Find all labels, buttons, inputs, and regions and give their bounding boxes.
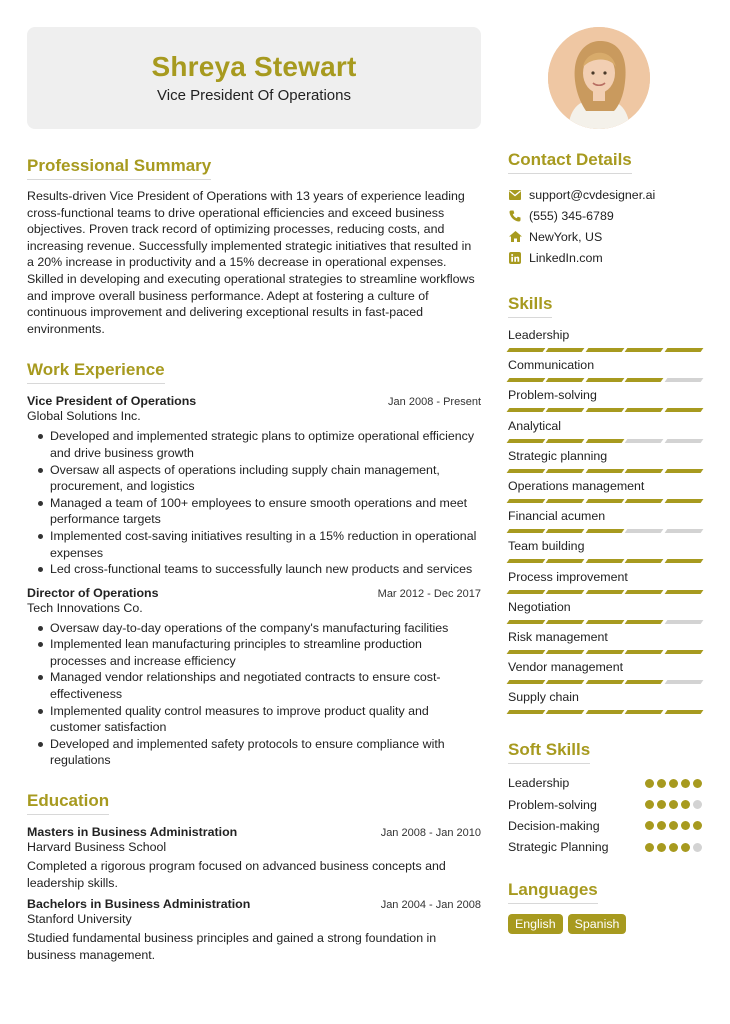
skill-level-segment (507, 408, 546, 412)
skill-level-bar (508, 408, 702, 412)
rating-dot (669, 843, 678, 852)
skill-level-segment (625, 680, 664, 684)
education-description: Studied fundamental business principles and gained a strong foundation in business management. (27, 931, 437, 962)
skill-name: Problem-solving (508, 388, 597, 403)
skill-level-segment (585, 439, 624, 443)
skill-level-segment (546, 348, 585, 352)
skill-level-segment (664, 378, 703, 382)
resume-header (27, 27, 481, 129)
job-bullet: Implemented quality control measures to improve product quality and customer satisfaction (37, 703, 481, 736)
job-bullet: Implemented lean manufacturing principles to streamline production processes and increase efficiency (37, 636, 481, 669)
skill-item (508, 326, 702, 356)
skill-level-segment (585, 348, 624, 352)
skill-level-segment (507, 620, 546, 624)
skill-level-bar (508, 348, 702, 352)
job-bullet: Developed and implemented strategic plans to optimize operational efficiency and drive business growth (37, 428, 481, 461)
soft-skill-name: Problem-solving (508, 797, 597, 812)
soft-skill-item (508, 794, 702, 815)
skill-level-segment (585, 710, 624, 714)
skill-level-bar (508, 529, 702, 533)
skill-name: Process improvement (508, 569, 628, 584)
job-company: Global Solutions Inc. (27, 409, 141, 424)
rating-dot (693, 779, 702, 788)
job-company: Tech Innovations Co. (27, 600, 143, 615)
job-bullet: Managed vendor relationships and negotiated contracts to ensure cost-effectiveness (37, 669, 481, 702)
rating-dot (681, 800, 690, 809)
skill-level-segment (625, 620, 664, 624)
skill-level-segment (546, 529, 585, 533)
languages-heading: Languages (508, 880, 598, 904)
skill-level-segment (585, 620, 624, 624)
skill-name: Leadership (508, 328, 570, 342)
skill-level-bar (508, 499, 702, 503)
skill-level-segment (546, 650, 585, 654)
languages-list (508, 914, 702, 934)
education-date: Jan 2004 - Jan 2008 (380, 899, 481, 912)
degree: Bachelors in Business Administration (27, 897, 251, 912)
education-heading: Education (27, 791, 109, 815)
phone-icon (508, 209, 522, 223)
soft-skill-name: Decision-making (508, 818, 600, 833)
envelope-icon (508, 188, 522, 202)
skill-level-segment (507, 559, 546, 563)
skill-level-segment (546, 378, 585, 382)
rating-dot (681, 779, 690, 788)
skill-level-segment (664, 620, 703, 624)
school: Harvard Business School (27, 840, 167, 855)
skill-item (508, 447, 702, 477)
skill-level-segment (507, 439, 546, 443)
contact-phone[interactable] (508, 205, 702, 226)
rating-dot (669, 779, 678, 788)
skill-item (508, 658, 702, 688)
soft-skill-rating (645, 843, 702, 852)
skill-level-segment (585, 529, 624, 533)
skill-name: Vendor management (508, 660, 624, 675)
soft-skills-list (508, 772, 702, 858)
skill-level-segment (546, 559, 585, 563)
skill-level-segment (507, 650, 546, 654)
soft-skill-rating (645, 800, 702, 809)
skill-level-segment (585, 590, 624, 594)
contact-linkedin-text: LinkedIn.com (529, 250, 603, 265)
skill-item (508, 477, 702, 507)
skill-item (508, 417, 702, 447)
contact-linkedin[interactable] (508, 247, 702, 268)
home-icon (508, 230, 522, 244)
skill-level-segment (664, 408, 703, 412)
profile-photo (548, 27, 650, 129)
education-entry (27, 897, 481, 963)
job-bullet: Oversaw all aspects of operations including supply chain management, procurement, and logistics (37, 462, 481, 495)
skill-level-bar (508, 710, 702, 714)
contact-email[interactable] (508, 184, 702, 205)
degree: Masters in Business Administration (27, 825, 238, 840)
skill-level-segment (664, 710, 703, 714)
skill-item (508, 598, 702, 628)
job-bullet: Managed a team of 100+ employees to ensure smooth operations and meet performance targets (37, 495, 481, 528)
job-title: Director of Operations (27, 585, 159, 600)
skill-level-segment (546, 620, 585, 624)
skill-level-segment (585, 680, 624, 684)
skill-name: Risk management (508, 629, 608, 644)
rating-dot (657, 821, 666, 830)
rating-dot (693, 800, 702, 809)
skill-level-segment (625, 499, 664, 503)
contact-email-text: support@cvdesigner.ai (529, 187, 656, 202)
skill-item (508, 386, 702, 416)
skill-level-segment (664, 469, 703, 473)
skill-name: Team building (508, 539, 585, 554)
skill-level-segment (507, 499, 546, 503)
skill-item (508, 688, 702, 718)
contact-heading: Contact Details (508, 150, 632, 174)
soft-skill-rating (645, 821, 702, 830)
skill-name: Financial acumen (508, 509, 606, 524)
skill-name: Analytical (508, 418, 562, 433)
rating-dot (669, 800, 678, 809)
skill-item (508, 537, 702, 567)
skill-name: Communication (508, 358, 595, 373)
job-bullet: Oversaw day-to-day operations of the company's manufacturing facilities (37, 620, 481, 637)
skill-level-segment (625, 590, 664, 594)
skill-level-segment (625, 378, 664, 382)
skill-level-segment (664, 650, 703, 654)
skill-level-segment (664, 348, 703, 352)
skill-level-segment (625, 348, 664, 352)
rating-dot (693, 821, 702, 830)
skill-level-segment (546, 710, 585, 714)
skill-level-segment (585, 378, 624, 382)
skill-level-segment (585, 499, 624, 503)
rating-dot (657, 843, 666, 852)
skill-level-segment (507, 378, 546, 382)
job-bullet: Led cross-functional teams to successfully launch new products and services (37, 561, 481, 578)
skill-level-segment (664, 529, 703, 533)
skill-level-segment (546, 408, 585, 412)
skill-level-bar (508, 559, 702, 563)
soft-skill-item (508, 837, 702, 858)
language-badge: Spanish (568, 914, 627, 934)
summary-heading: Professional Summary (27, 156, 211, 180)
job-bullet: Implemented cost-saving initiatives resulting in a 15% reduction in operational expenses (37, 528, 481, 561)
job-date: Jan 2008 - Present (388, 396, 481, 409)
job-entry (27, 394, 481, 577)
skill-level-segment (546, 680, 585, 684)
skill-level-bar (508, 378, 702, 382)
skill-name: Negotiation (508, 599, 571, 614)
skills-heading: Skills (508, 294, 552, 318)
sidebar-column (508, 150, 702, 934)
skill-level-segment (625, 710, 664, 714)
rating-dot (645, 800, 654, 809)
rating-dot (645, 821, 654, 830)
skill-level-segment (507, 710, 546, 714)
skill-level-segment (664, 680, 703, 684)
rating-dot (669, 821, 678, 830)
contact-location-text: NewYork, US (529, 229, 603, 244)
skills-list (508, 326, 702, 718)
soft-skills-heading: Soft Skills (508, 740, 590, 764)
job-date: Mar 2012 - Dec 2017 (377, 587, 481, 600)
skill-level-segment (625, 559, 664, 563)
rating-dot (657, 779, 666, 788)
linkedin-icon (508, 251, 522, 265)
main-column (27, 156, 481, 963)
skill-level-segment (507, 680, 546, 684)
rating-dot (693, 843, 702, 852)
skill-item (508, 507, 702, 537)
skill-level-segment (507, 469, 546, 473)
skill-level-bar (508, 439, 702, 443)
skill-level-segment (664, 499, 703, 503)
job-bullet: Developed and implemented safety protocols to ensure compliance with regulations (37, 736, 481, 769)
education-entry (27, 825, 481, 891)
contact-location (508, 226, 702, 247)
skill-level-segment (664, 559, 703, 563)
job-bullets (27, 428, 481, 577)
rating-dot (681, 843, 690, 852)
skill-level-segment (625, 408, 664, 412)
soft-skill-name: Strategic Planning (508, 840, 609, 855)
school: Stanford University (27, 912, 132, 927)
soft-skill-name: Leadership (508, 776, 570, 791)
skill-level-segment (507, 590, 546, 594)
skill-item (508, 628, 702, 658)
skill-level-segment (507, 529, 546, 533)
language-badge: English (508, 914, 563, 934)
skill-name: Operations management (508, 478, 645, 493)
skill-level-segment (625, 650, 664, 654)
skill-level-segment (546, 499, 585, 503)
skill-level-segment (546, 439, 585, 443)
rating-dot (657, 800, 666, 809)
experience-heading: Work Experience (27, 360, 165, 384)
summary-text: Results-driven Vice President of Operations with 13 years of experience leading cross-functional teams to drive operational efficiencies and exceed business objectives. Proven track record of optimizing processes, reducing costs, and increasing revenue. Successfully implemented strategic initiatives that resulted in a 20% increase in productivity and a 15% decrease in operational expenses. Skilled in developing and executing operational strategies to streamline workflows and improve overall business performance. Adept at fostering a culture of continuous improvement and delivering exceptional results in fast-paced environments. (27, 189, 475, 336)
skill-level-segment (585, 469, 624, 473)
job-bullets (27, 620, 481, 769)
contact-phone-text: (555) 345-6789 (529, 208, 614, 223)
soft-skill-item (508, 815, 702, 836)
skill-level-segment (625, 529, 664, 533)
skill-name: Supply chain (508, 690, 579, 705)
skill-item (508, 356, 702, 386)
skill-level-segment (546, 590, 585, 594)
soft-skill-rating (645, 779, 702, 788)
skill-item (508, 568, 702, 598)
skill-level-segment (585, 559, 624, 563)
skill-level-bar (508, 469, 702, 473)
skill-level-bar (508, 680, 702, 684)
skill-level-segment (585, 650, 624, 654)
rating-dot (645, 843, 654, 852)
skill-level-bar (508, 620, 702, 624)
skill-level-bar (508, 650, 702, 654)
candidate-name: Shreya Stewart (151, 51, 357, 82)
skill-level-bar (508, 590, 702, 594)
job-title: Vice President of Operations (27, 394, 197, 409)
skill-level-segment (625, 469, 664, 473)
skill-level-segment (546, 469, 585, 473)
skill-level-segment (585, 408, 624, 412)
candidate-title: Vice President Of Operations (157, 87, 351, 104)
soft-skill-item (508, 772, 702, 793)
skill-level-segment (625, 439, 664, 443)
education-date: Jan 2008 - Jan 2010 (380, 827, 481, 840)
skill-level-segment (664, 439, 703, 443)
education-description: Completed a rigorous program focused on advanced business concepts and leadership skills. (27, 859, 446, 890)
rating-dot (645, 779, 654, 788)
rating-dot (681, 821, 690, 830)
skill-name: Strategic planning (508, 448, 608, 463)
skill-level-segment (507, 348, 546, 352)
job-entry (27, 586, 481, 769)
skill-level-segment (664, 590, 703, 594)
